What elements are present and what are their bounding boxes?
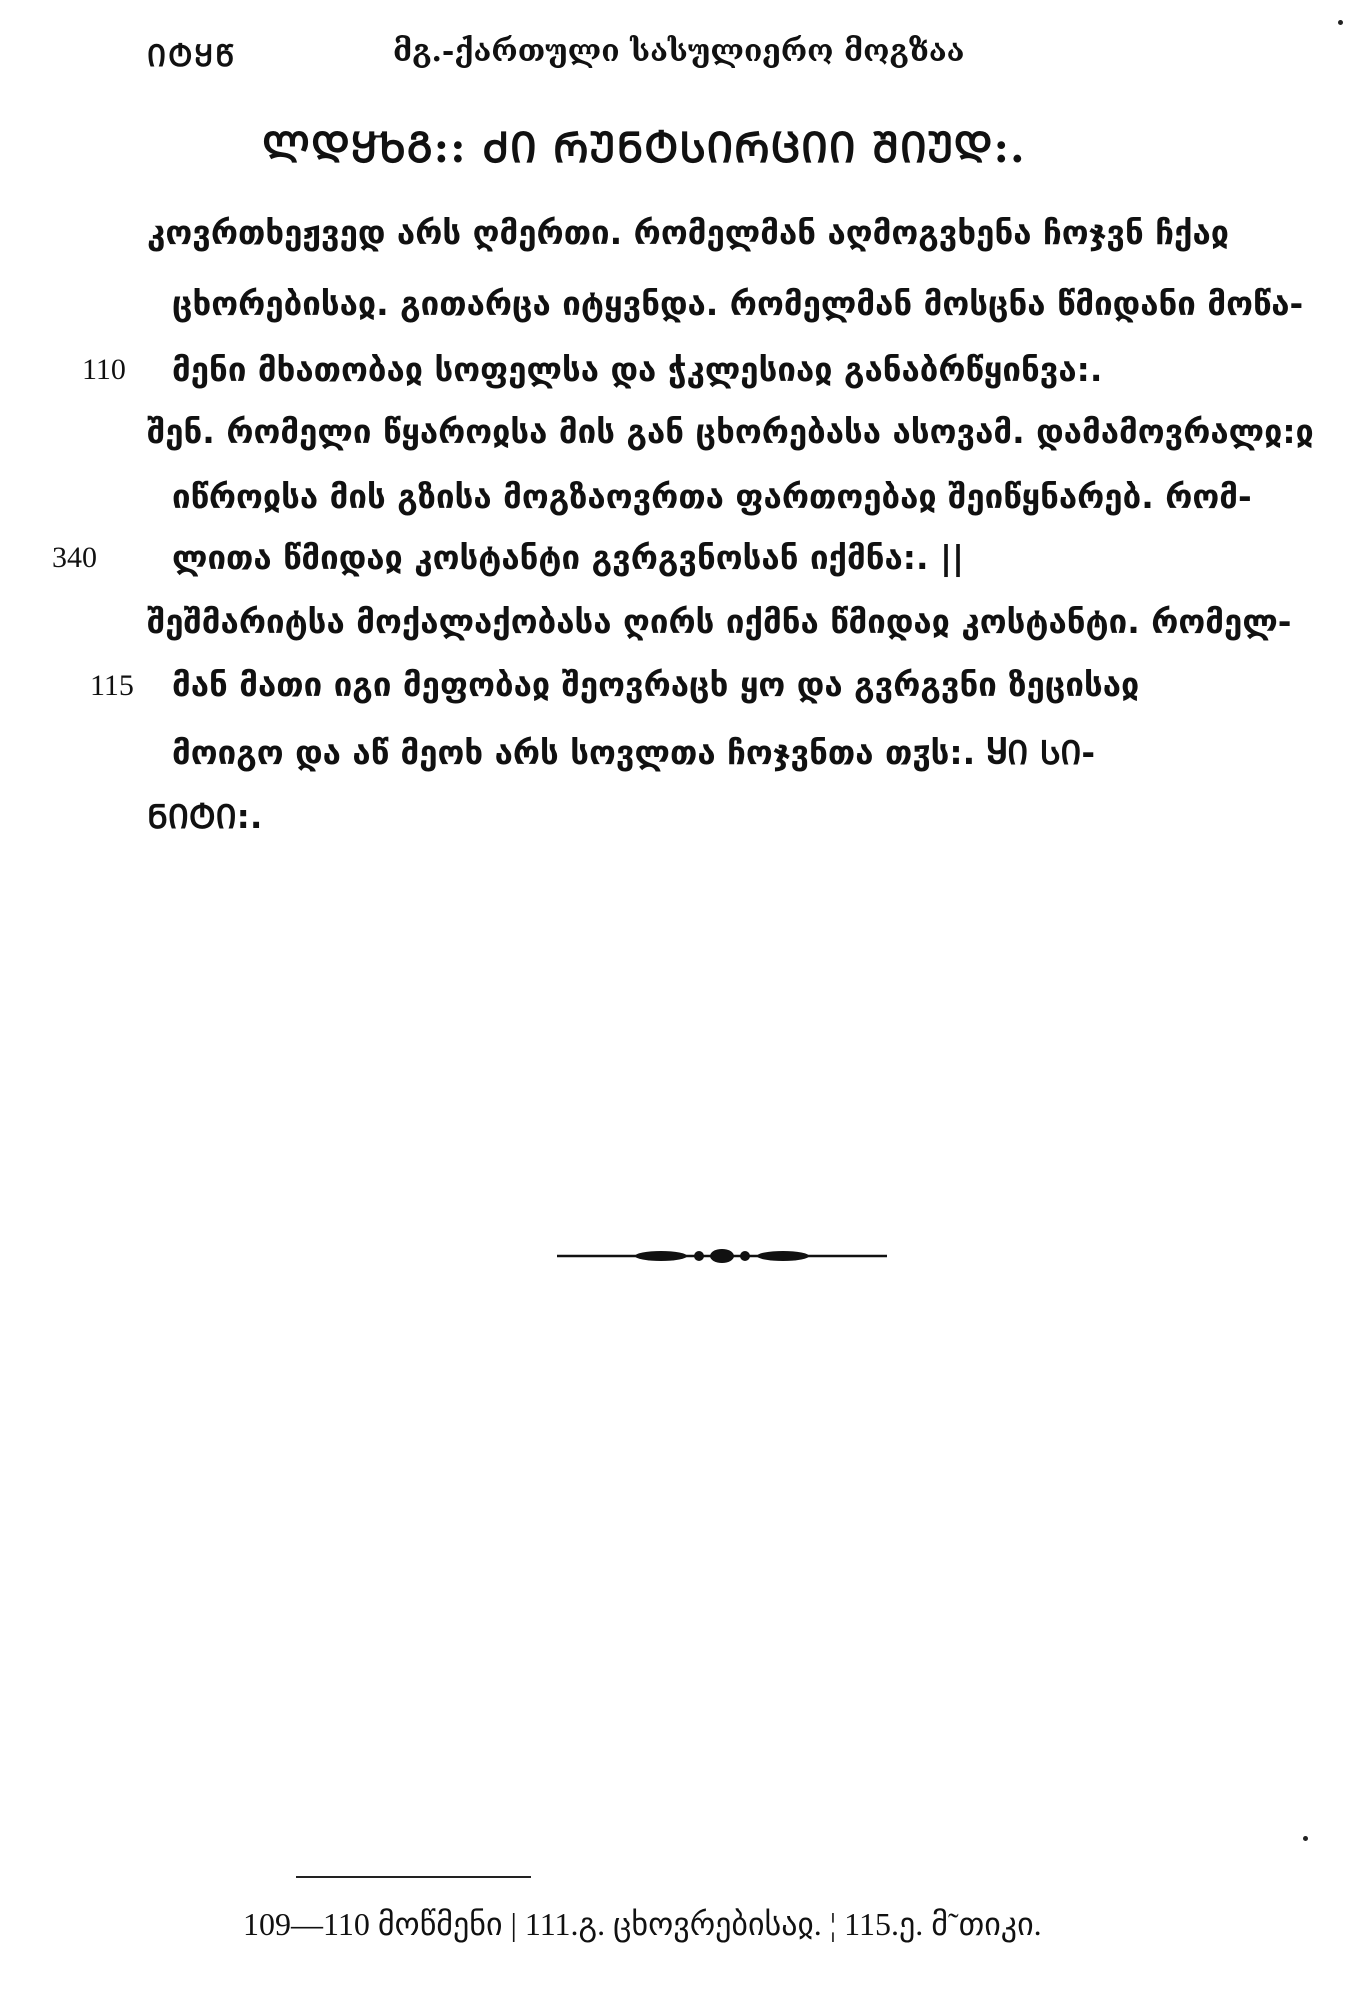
section-end-ornament — [557, 1246, 887, 1266]
text-line: კოვრთხეჟვედ არს ღმერთი. რომელმან აღმოგვხენა ჩოჯვნ ჩქაჲ — [147, 213, 1230, 252]
line-number: 340 — [52, 541, 97, 574]
text-line: მოიგო და აწ მეოხ არს სოვლთა ჩოჯვნთა თჳს:. ႸᲘ ᲡᲘ- — [172, 733, 1096, 772]
text-line: მან მათი იგი მეფობაჲ შეოვრაცხ ყო და გვრგვნი ზეცისაჲ — [172, 665, 1140, 704]
text-line: მენი მხათობაჲ სოფელსა და ჭკლესიაჲ განაბრწყინვა:. — [172, 350, 1103, 389]
text-line: ᲜᲘᲢᲘ:. — [147, 797, 263, 836]
section-heading: ᲚᲓᲧ҃ᲮᲒ:: ᲫᲘ ᲠᲣᲜᲢᲡᲘᲠᲪᲘᲘ ᲨᲘᲣᲓ:. — [262, 123, 1026, 172]
text-line: შეშმარიტსა მოქალაქობასა ღირს იქმნა წმიდაჲ კოსტანტი. რომელ- — [147, 602, 1292, 641]
page-marker: ᲘᲢᲧᲬ — [147, 39, 237, 74]
line-number: 115 — [90, 669, 134, 702]
line-number: 110 — [82, 353, 126, 386]
running-title: მგ.-ქართული სასულიერო მოგზაა — [393, 34, 965, 69]
text-line: ცხორებისაჲ. გითარცა იტყვნდა. რომელმან მოსცნა წმიდანი მოწა- — [172, 284, 1304, 323]
text-line: შენ. რომელი წყაროჲსა მის გან ცხორებასა ასოვამ. დამამოვრალჲ:ჲ — [147, 412, 1314, 451]
footnote: 109—110 მოწმენი | 111.გ. ცხოვრებისაჲ. ¦ 115.ე. მ˜თიკი. — [243, 1906, 1042, 1942]
text-line: ლითა წმიდაჲ კოსტანტი გვრგვნოსან იქმნა:. || — [172, 538, 965, 577]
text-line: იწროჲსა მის გზისა მოგზაოვრთა ფართოებაჲ შეიწყნარებ. რომ- — [172, 477, 1252, 516]
print-speck — [1338, 20, 1343, 25]
footnote-separator — [296, 1876, 531, 1878]
print-speck — [1303, 1836, 1308, 1841]
